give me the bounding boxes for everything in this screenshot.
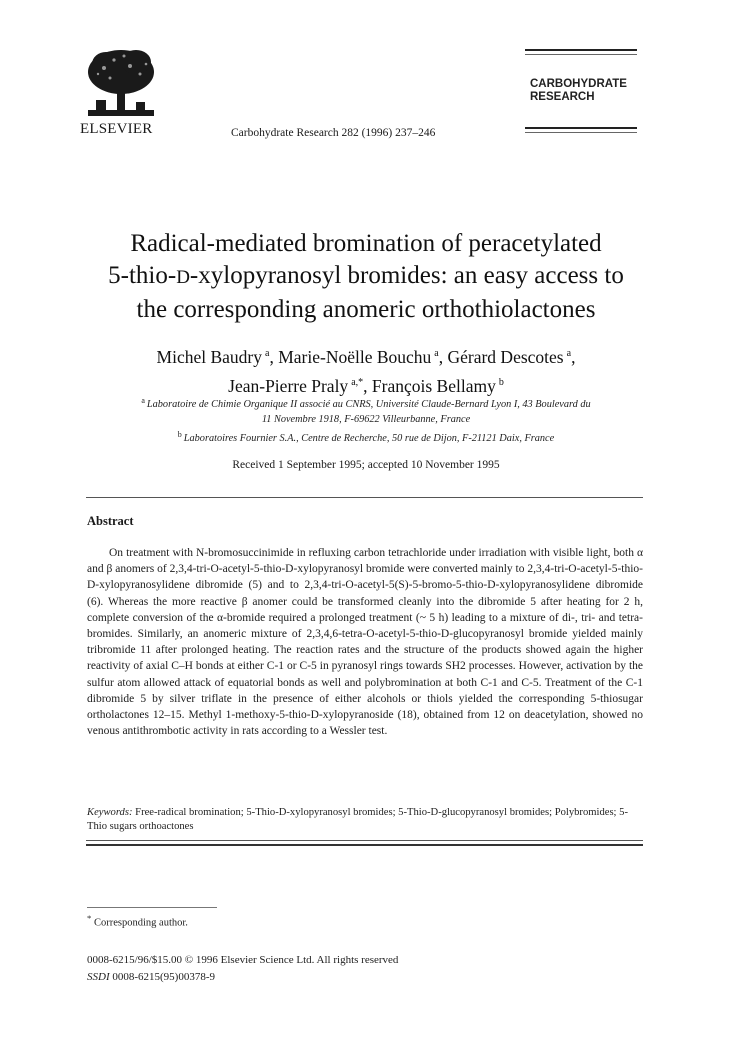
ssdi-line: SSDI 0008-6215(95)00378-9	[87, 971, 216, 983]
affiliations	[60, 393, 672, 446]
footnote-rule	[87, 907, 217, 908]
author-name: Marie-Noëlle Bouchu	[278, 347, 432, 367]
author-name: François Bellamy	[371, 376, 496, 396]
author-name: Gérard Descotes	[447, 347, 564, 367]
journal-rule	[525, 54, 637, 55]
title-line-2: 5-thio-D-xylopyranosyl bromides: an easy access to	[108, 262, 624, 289]
keywords-label: Keywords:	[87, 807, 133, 818]
journal-rule	[525, 49, 637, 51]
journal-rule	[525, 127, 637, 129]
affiliation-a: $^a$ Laboratoire de Chimie Organique II associé au CNRS, Université Claude-Bernard Lyon I, 43 Boulevard du	[141, 396, 591, 410]
publisher-name: ELSEVIER	[80, 121, 153, 137]
affiliation-b: $^b$ Laboratoires Fournier S.A., Centre de Recherche, 50 rue de Dijon, F-21121 Daix, France	[177, 430, 555, 444]
author-name: Jean-Pierre Praly	[228, 376, 349, 396]
keywords-text: Free-radical bromination; 5-Thio-D-xylopyranosyl bromides; 5-Thio-D-glucopyranosyl bromides; Polybromides; 5-Thio sugars orthoactones	[87, 807, 628, 832]
title-line-3: the corresponding anomeric orthothiolactones	[136, 296, 596, 323]
abstract-text: On treatment with N-bromosuccinimide in refluxing carbon tetrachloride under irradiation with visible light, both α and β anomers of 2,3,4-tri-O-acetyl-5-thio-D-xylopyranosyl bromide were converted mainly to 2,3,4-tri-O-acetyl-5-thio-D-xylopyranosylidene dibromide (5) and to 2,3,4-tri-O-acetyl-5(S)-5-bromo-5-thio-D-xylopyranosylidene dibromide (6). Whereas the more reactive β anomer could be transformed cleanly into the dibromide 5 after heating for 2 h, complete conversion of the α-bromide required a prolonged treatment (~ 5 h) leading to a mixture of di-, tri- and tetra-bromides. Similarly, an anomeric mixture of 2,3,4,6-tetra-O-acetyl-5-thio-D-glucopyranosyl bromide yielded mainly tribromide 11 after prolonged heating. The reaction rates and the structure of the products showed again the higher reactivity of axial C–H bonds at either C-1 or C-5 in pyranosyl rings towards SH2 processes. However, activation by the sulfur atom allowed attack of equatorial bonds as well and polybromination at both C-1 and C-5. Treatment of the C-1 dibromide 5 by silver triflate in the presence of either alcohols or thiols yielded the corresponding 5-thiosugar ortholactones 12–15. Methyl 1-methoxy-5-thio-D-xylopyranoside (18), obtained from 12 on deacetylation, showed no venous antithrombotic activity in rats according to a Wessler test.	[87, 547, 643, 738]
elsevier-tree-logo-icon	[84, 44, 158, 124]
copyright-line: 0008-6215/96/$15.00 © 1996 Elsevier Science Ltd. All rights reserved	[87, 954, 399, 966]
journal-name	[530, 78, 627, 104]
footnote: * Corresponding author.	[87, 913, 188, 929]
received-dates: Received 1 September 1995; accepted 10 November 1995	[232, 459, 500, 471]
abstract-heading: Abstract	[87, 514, 134, 528]
author-name: Michel Baudry	[156, 347, 262, 367]
journal-name-line2: RESEARCH	[530, 91, 595, 103]
article-title	[60, 228, 672, 326]
divider	[86, 844, 643, 846]
author-line-2: Jean-Pierre Praly $^{a,*}$, François Bellamy $^b$	[228, 376, 504, 396]
journal-citation: Carbohydrate Research 282 (1996) 237–246	[231, 127, 436, 139]
divider	[86, 497, 643, 498]
divider	[86, 840, 643, 841]
author-list	[60, 341, 672, 399]
title-line-1: Radical-mediated bromination of peracetylated	[130, 230, 602, 257]
journal-name-line1: CARBOHYDRATE	[530, 78, 627, 90]
copyright-block	[87, 952, 398, 986]
affiliation-a-cont: 11 Novembre 1918, F-69622 Villeurbanne, France	[261, 414, 471, 425]
keywords	[87, 806, 643, 834]
journal-rule	[525, 132, 637, 133]
author-line-1: Michel Baudry $^a$, Marie-Noëlle Bouchu $^a$, Gérard Descotes $^a$,	[156, 347, 576, 367]
